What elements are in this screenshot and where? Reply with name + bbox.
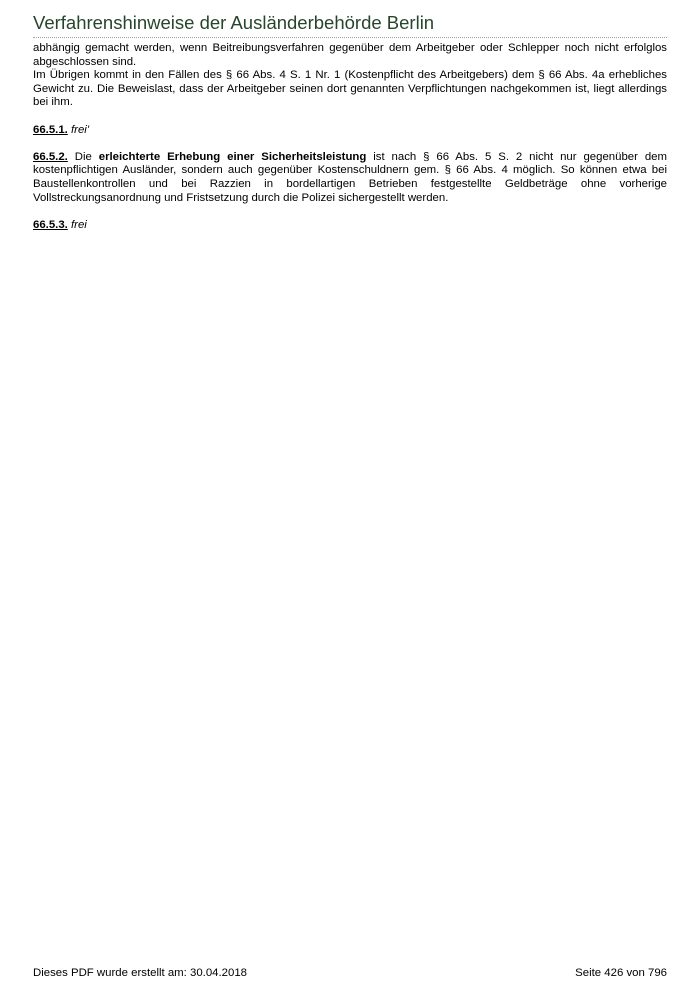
section-number: 66.5.3. [33,218,68,231]
page-footer [33,966,667,982]
page-number: Seite 426 von 796 [575,967,667,979]
section-text: frei' [71,123,90,136]
section-text-emphasis: erleichterte Erhebung einer Sicherheitsleistung [98,150,367,163]
paragraph-continuation: abhängig gemacht werden, wenn Beitreibungsverfahren gegenüber dem Arbeitgeber oder Schlepper noch nicht erfolglos abgeschlossen sind. [33,42,667,68]
page-title: Verfahrenshinweise der Ausländerbehörde Berlin [33,12,435,33]
section-number: 66.5.1. [33,123,68,136]
document-body [33,42,667,232]
section-text-pre: Die [74,150,92,163]
section-66-5-1 [33,124,667,138]
section-text: frei [71,218,87,231]
section-66-5-3 [33,219,667,233]
section-number: 66.5.2. [33,150,68,163]
page-header [33,11,667,38]
section-66-5-2 [33,151,667,205]
paragraph-burden-of-proof: Im Übrigen kommt in den Fällen des § 66 Abs. 4 S. 1 Nr. 1 (Kostenpflicht des Arbeitgebers) dem § 66 Abs. 4a erhebliches Gewicht zu. Die Beweislast, dass der Arbeitgeber seinen dort genannten Verpflichtungen nachgekommen ist, liegt allerdings bei ihm. [33,69,667,109]
creation-date: Dieses PDF wurde erstellt am: 30.04.2018 [33,967,247,979]
section-text-body: ist nach § 66 Abs. 5 S. 2 nicht nur gegenüber dem kostenpflichtigen Ausländer, sondern auch gegenüber Kostenschuldnern gem. § 66 Abs. 4 möglich. So können etwa bei Baustellenkontrollen und bei Razzien in bordellartigen Betrieben festgestellte Geldbeträge ohne vorherige Vollstreckungsanordnung und Fristsetzung durch die Polizei sichergestellt werden. [33,150,667,204]
